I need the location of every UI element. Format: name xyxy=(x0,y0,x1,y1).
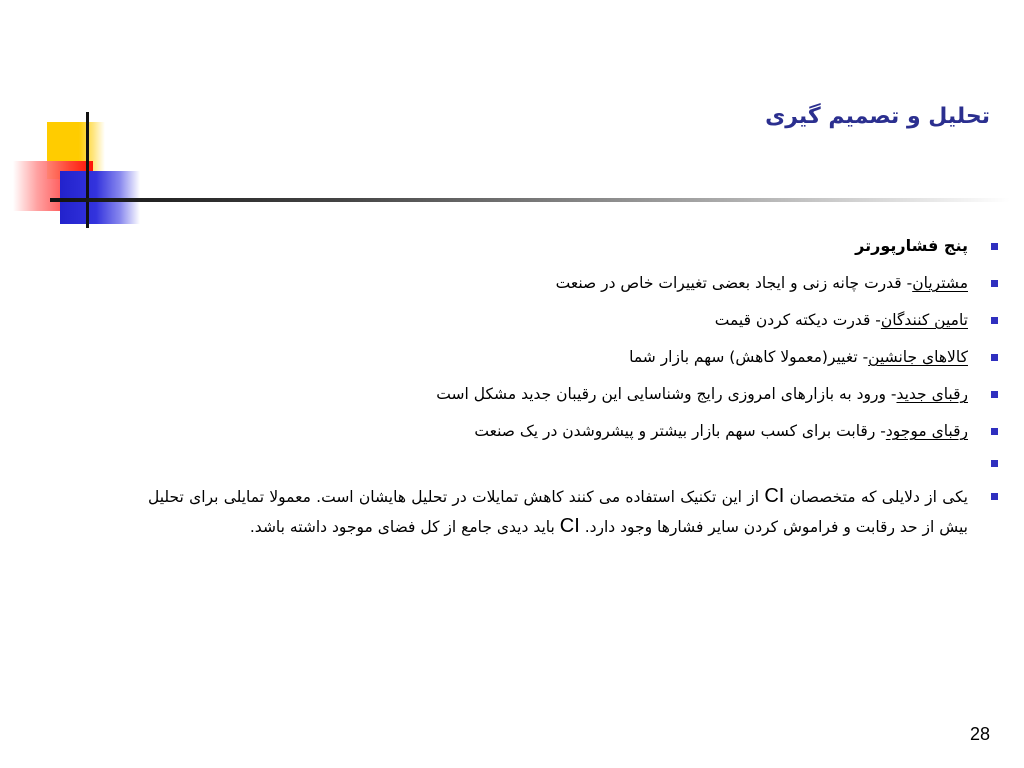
bullet-text: - قدرت دیکته کردن قیمت xyxy=(714,311,881,329)
bullet-text: - تغییر(معمولا کاهش) سهم بازار شما xyxy=(629,348,869,366)
slide-content xyxy=(148,232,968,551)
bullet-term: کالاهای جانشین xyxy=(868,348,968,366)
bullet-square-icon xyxy=(991,428,998,435)
bullet-heading xyxy=(148,232,968,260)
slide-logo-decoration xyxy=(0,0,160,240)
bullet-square-icon xyxy=(991,460,998,467)
bullet-square-icon xyxy=(991,243,998,250)
paragraph-part: یکی از دلایلی که متخصصان xyxy=(789,488,968,506)
bullet-text: - رقابت برای کسب سهم بازار بیشتر و پیشروشدن در یک صنعت xyxy=(474,422,886,440)
bullet-text: - قدرت چانه زنی و ایجاد بعضی تغییرات خاص در صنعت xyxy=(555,274,913,292)
page-number: 28 xyxy=(969,724,990,744)
ci-abbreviation: CI xyxy=(764,485,785,507)
bullet-item-empty xyxy=(148,454,968,472)
slide-title: تحلیل و تصمیم گیری xyxy=(765,104,990,129)
bullet-square-icon xyxy=(991,354,998,361)
bullet-term: رقبای جدید xyxy=(896,385,968,403)
bullet-square-icon xyxy=(991,317,998,324)
bullet-term: مشتریان xyxy=(912,274,968,292)
bullet-item-new-entrants xyxy=(148,380,968,408)
bullet-item-paragraph xyxy=(148,482,968,542)
bullet-item-existing-rivals xyxy=(148,417,968,445)
paragraph-part: از این تکنیک استفاده می کنند کاهش تمایلات در تحلیل هایشان است. معمولا تمایلی برای تحلیل بیش از حد رقابت و فراموش کردن سایر فشارها وجود دارد. xyxy=(148,488,968,536)
bullet-square-icon xyxy=(991,280,998,287)
bullet-square-icon xyxy=(991,493,998,500)
bullet-item-customers xyxy=(148,269,968,297)
bullet-square-icon xyxy=(991,391,998,398)
bullet-list xyxy=(148,232,968,542)
vertical-divider xyxy=(86,112,89,228)
bullet-text: پنج فشارپورتر xyxy=(855,236,968,255)
title-underline-divider xyxy=(50,198,1010,202)
bullet-item-substitutes xyxy=(148,343,968,371)
bullet-term: رقبای موجود xyxy=(885,422,968,440)
ci-abbreviation: CI xyxy=(559,515,580,537)
bullet-item-suppliers xyxy=(148,306,968,334)
bullet-text: - ورود به بازارهای امروزی رایج وشناسایی این رقیبان جدید مشکل است xyxy=(436,385,897,403)
paragraph-part: باید دیدی جامع از کل فضای موجود داشته باشد. xyxy=(249,518,555,536)
bullet-term: تامین کنندگان xyxy=(880,311,968,329)
